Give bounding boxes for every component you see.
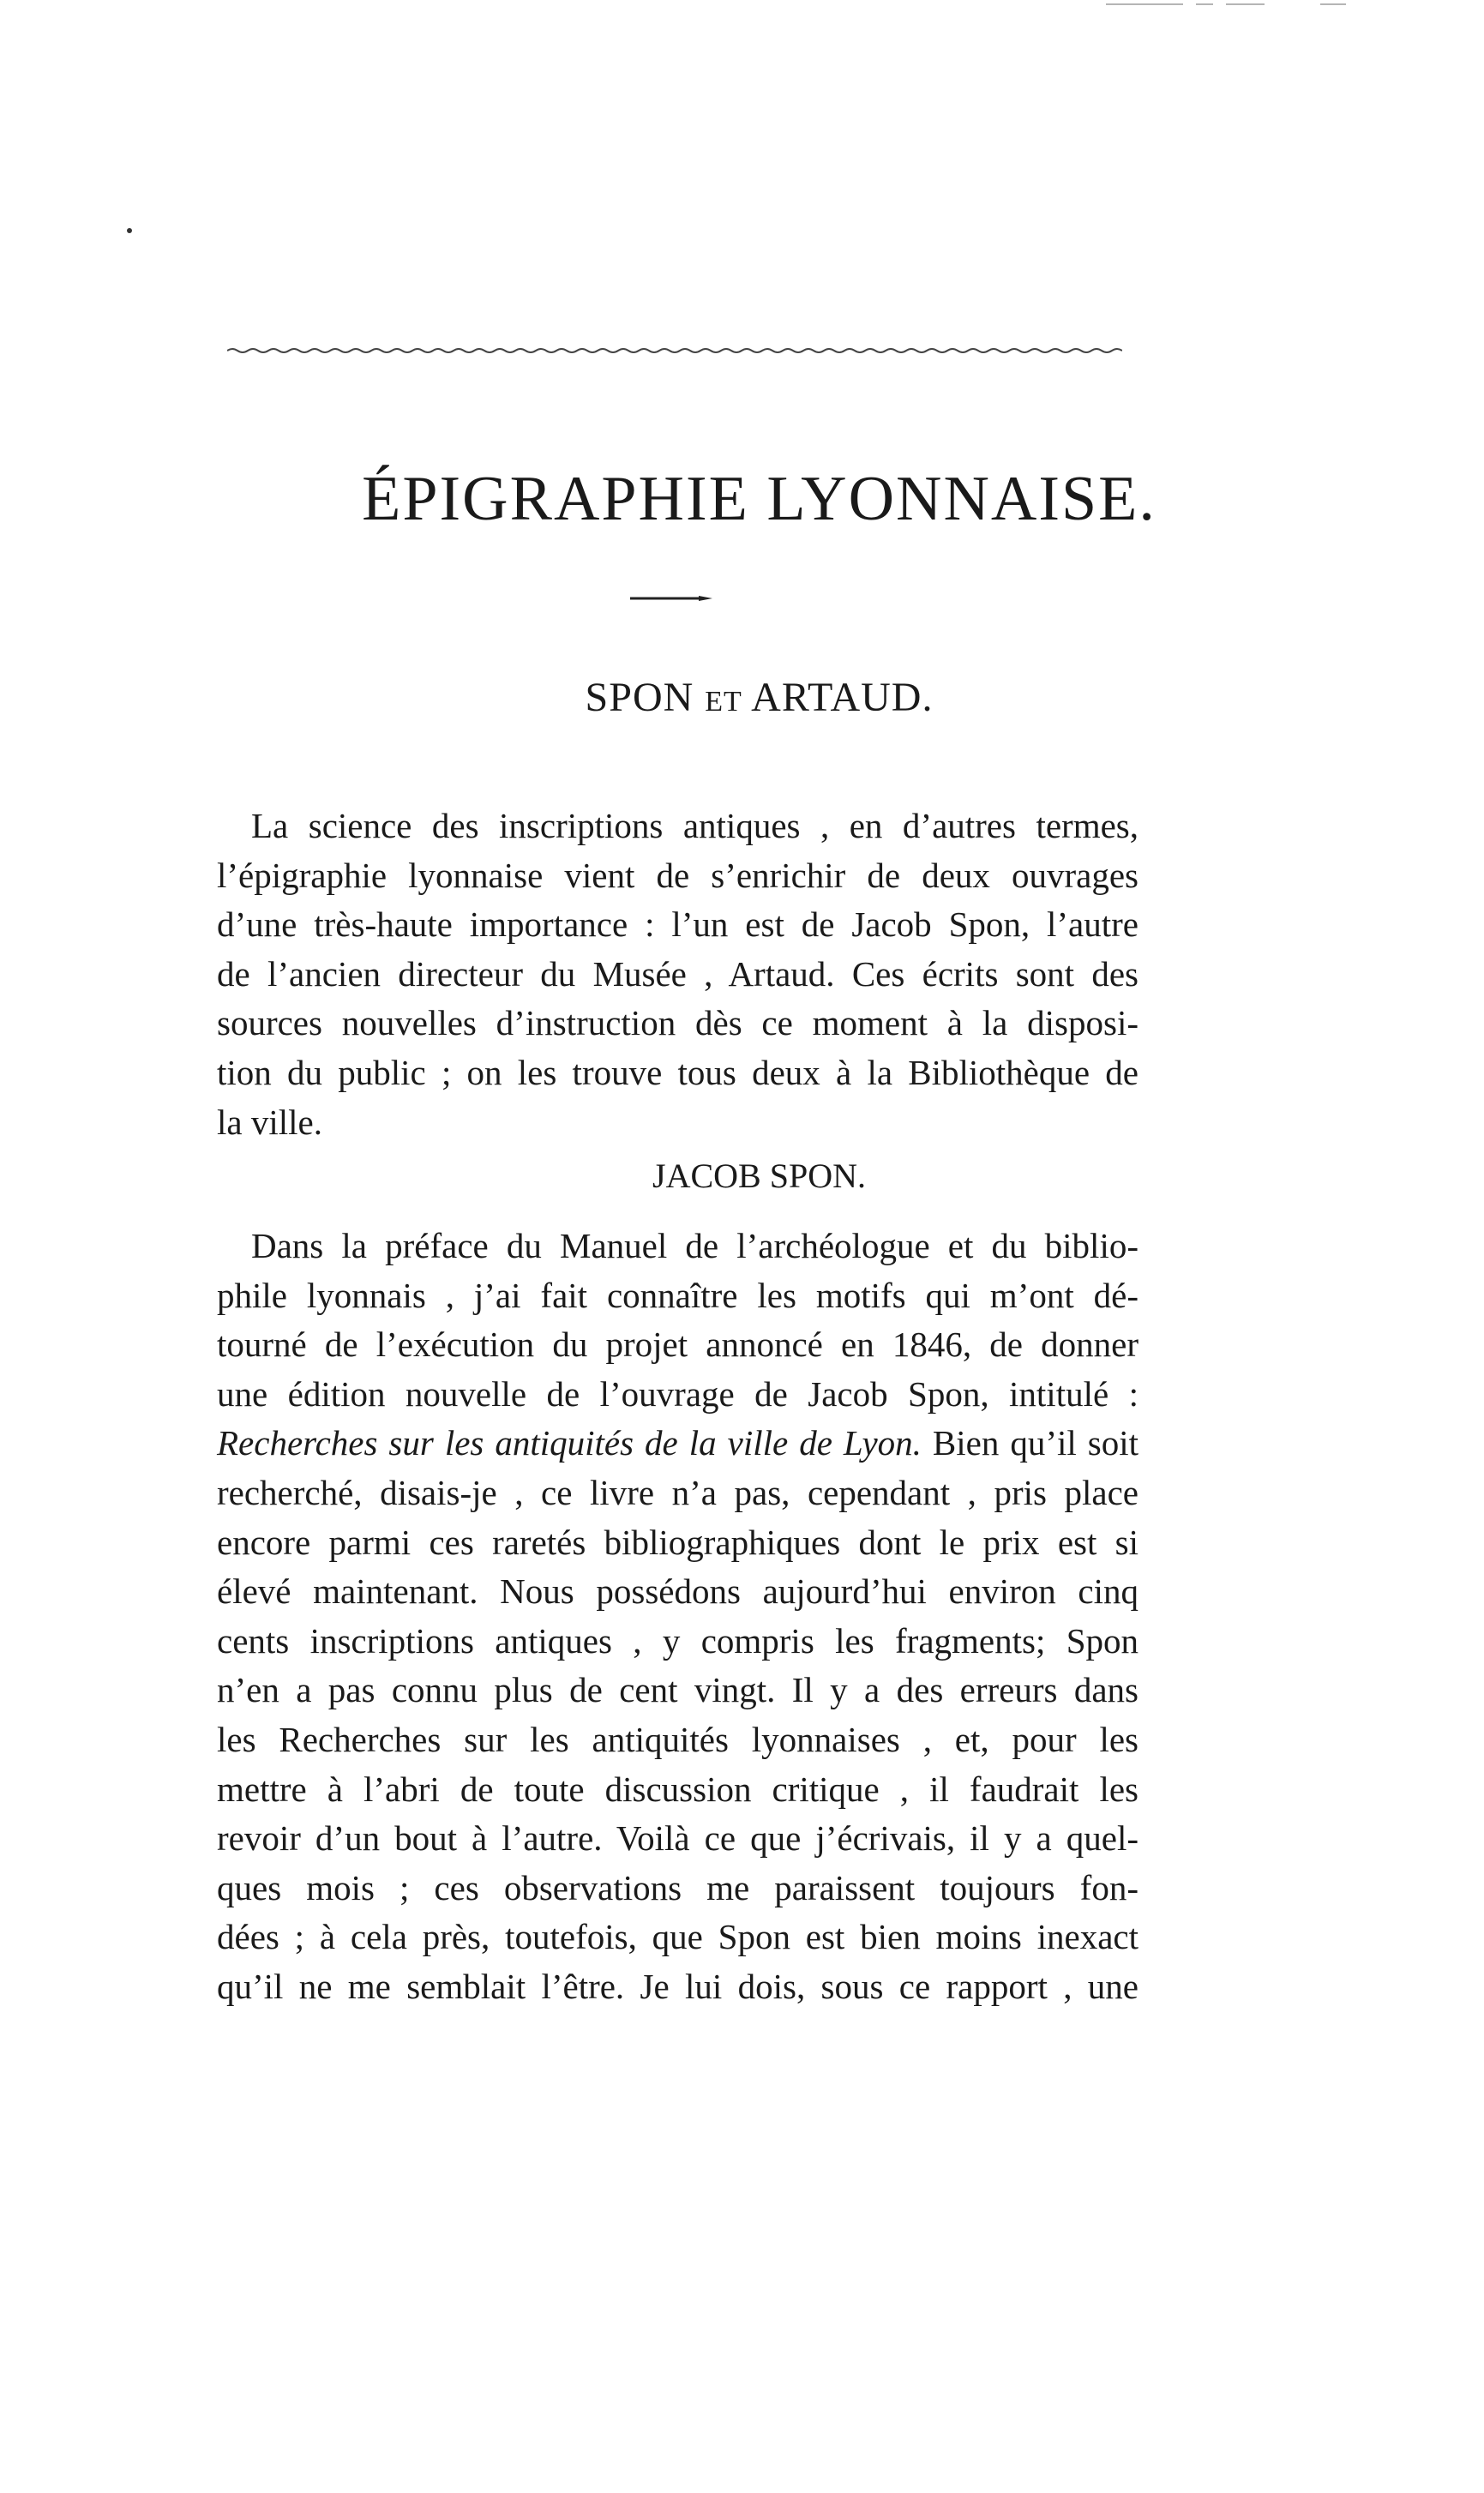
text-line: recherché, disais-je , ce livre n’a pas, cependant , pris place [217, 1472, 1139, 1512]
section-heading [0, 677, 1484, 718]
section-heading-et: ET [705, 686, 742, 718]
section-heading-spon: SPON [585, 675, 694, 720]
text-line: élevé maintenant. Nous possédons aujourd’hui environ cinq [217, 1571, 1139, 1612]
book-title-italic: Recherches sur les antiquités de la ville de Lyon. [217, 1423, 922, 1463]
decorative-wavy-rule [227, 346, 1122, 355]
text-fragment: Bien qu’il soit [921, 1423, 1139, 1463]
text-line-with-title [217, 1419, 1139, 1469]
scan-mark [1106, 3, 1183, 5]
text-line: une édition nouvelle de l’ouvrage de Jacob Spon, intitulé : [217, 1373, 1139, 1414]
text-line: d’une très-haute importance : l’un est de Jacob Spon, l’autre [217, 904, 1139, 945]
scan-mark [1320, 3, 1346, 5]
text-line: la ville. [217, 1102, 322, 1142]
ink-speck [127, 228, 132, 233]
scan-mark [1196, 3, 1213, 5]
section-heading-artaud: ARTAUD. [751, 675, 934, 720]
main-title: ÉPIGRAPHIE LYONNAISE. [362, 464, 1157, 534]
text-line: revoir d’un bout à l’autre. Voilà ce que j’écrivais, il y a quel- [217, 1818, 1139, 1859]
text-line: l’épigraphie lyonnaise vient de s’enrichir de deux ouvrages [217, 855, 1139, 895]
text-line: La science des inscriptions antiques , en d’autres termes, [251, 806, 1139, 845]
text-line: phile lyonnais , j’ai fait connaître les motifs qui m’ont dé- [217, 1275, 1139, 1315]
text-line: Dans la préface du Manuel de l’archéologue et du biblio- [251, 1226, 1139, 1265]
title-ornament-rule [630, 595, 712, 602]
text-line: qu’il ne me semblait l’être. Je lui dois, sous ce rapport , une [217, 1966, 1139, 2006]
text-line: ques mois ; ces observations me paraissent toujours fon- [217, 1867, 1139, 1907]
text-line: mettre à l’abri de toute discussion critique , il faudrait les [217, 1769, 1139, 1809]
text-line: dées ; à cela près, toutefois, que Spon est bien moins inexact [217, 1917, 1139, 1957]
text-line: cents inscriptions antiques , y compris les fragments; Spon [217, 1620, 1139, 1661]
paragraph-introduction [217, 802, 1139, 1147]
text-line: les Recherches sur les antiquités lyonnaises , et, pour les [217, 1719, 1139, 1759]
text-line: n’en a pas connu plus de cent vingt. Il y a des erreurs dans [217, 1670, 1139, 1710]
scan-mark [1226, 3, 1265, 5]
text-line: tion du public ; on les trouve tous deux à la Bibliothèque de [217, 1052, 1139, 1092]
text-line: sources nouvelles d’instruction dès ce moment à la disposi- [217, 1003, 1139, 1043]
text-line: de l’ancien directeur du Musée , Artaud. Ces écrits sont des [217, 953, 1139, 994]
text-line: encore parmi ces raretés bibliographiques dont le prix est si [217, 1522, 1139, 1562]
text-line: tourné de l’exécution du projet annoncé en 1846, de donner [217, 1325, 1139, 1365]
sub-heading-jacob-spon: JACOB SPON. [652, 1156, 866, 1195]
paragraph-jacob-spon [217, 1222, 1139, 2012]
